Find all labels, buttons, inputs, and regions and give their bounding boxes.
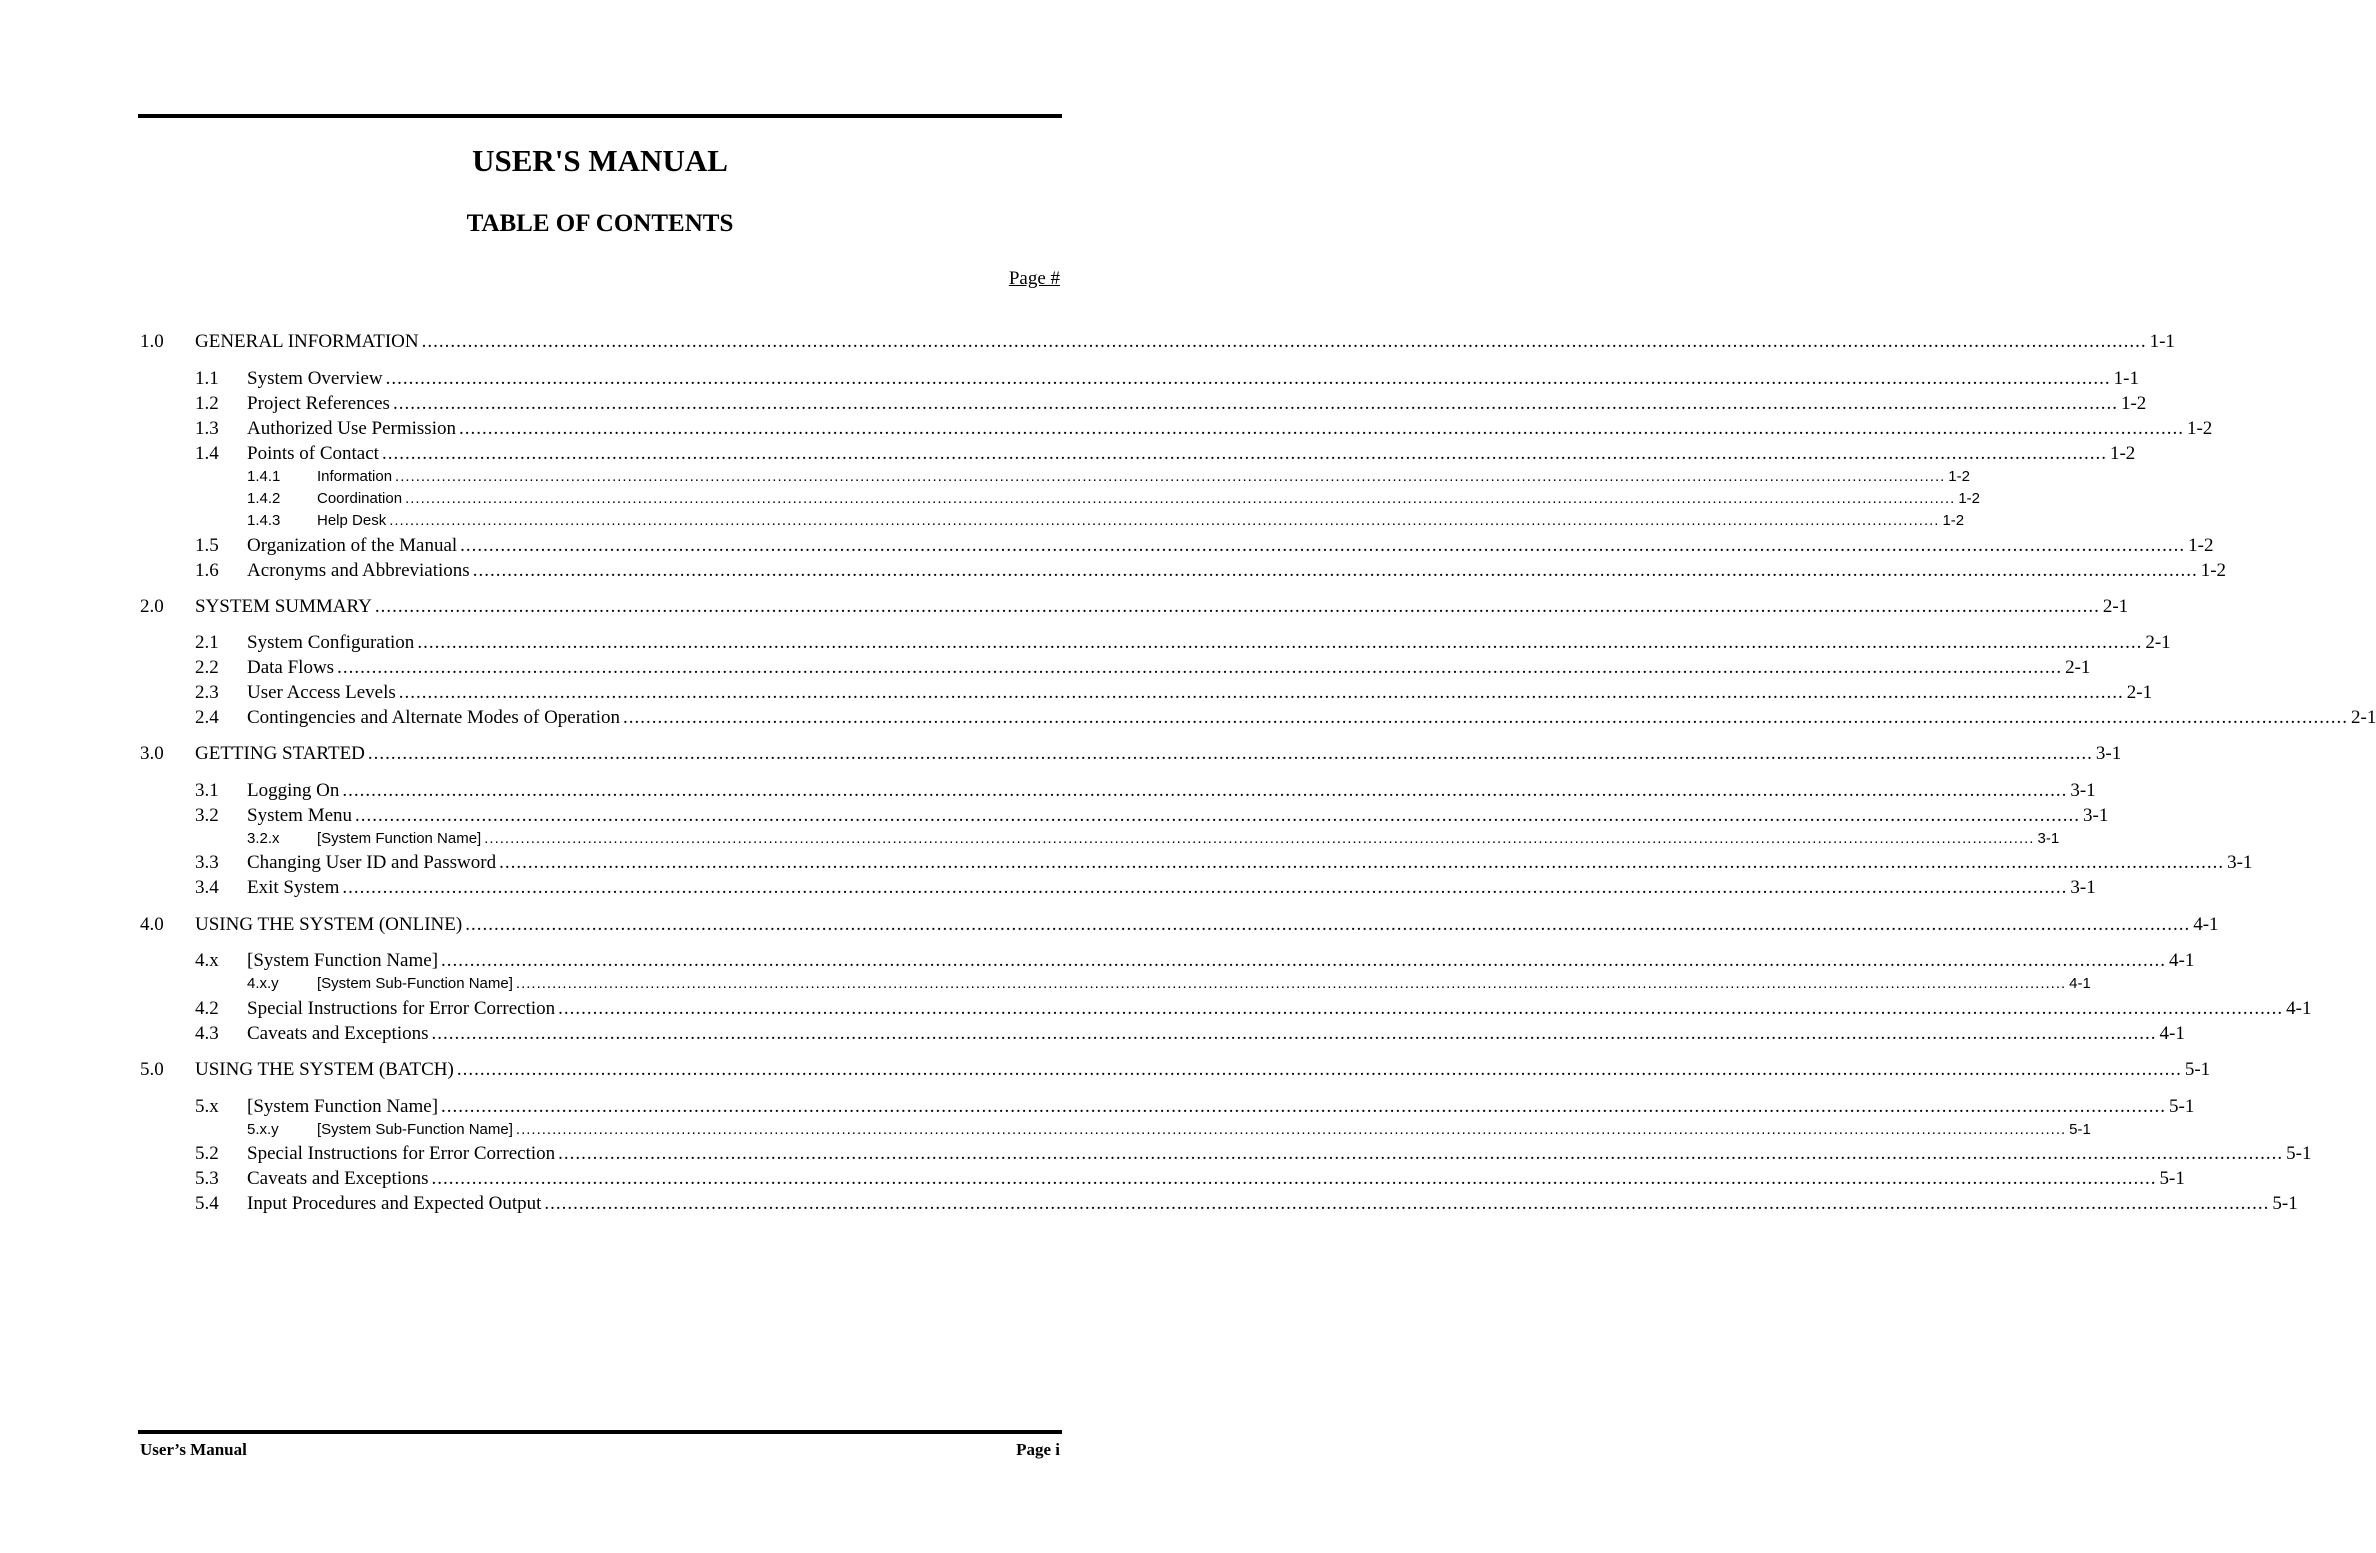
toc-entry-page: 3-1 [2227, 852, 2253, 873]
toc-entry-level-3[interactable] [247, 1121, 2091, 1138]
toc-entry-title: System Overview [247, 368, 383, 389]
toc-entry-title: Changing User ID and Password [247, 852, 497, 873]
dot-leader: ............................................................................................................................................................................................................................................................................................................ [499, 852, 2225, 873]
dot-leader: ............................................................................................................................................................................................................................................................................................................ [465, 914, 2191, 935]
toc-entry-page: 5-1 [2272, 1193, 2298, 1214]
toc-entry-page: 2-1 [2102, 596, 2129, 617]
toc-entry-number: 3.1 [195, 780, 219, 801]
dot-leader: ............................................................................................................................................................................................................................................................................................................ [337, 657, 2063, 678]
toc-entry-title: Logging On [247, 780, 340, 801]
toc-entry-number: 1.0 [140, 331, 164, 352]
toc-heading: TABLE OF CONTENTS [466, 210, 734, 237]
toc-entry-level-2[interactable] [195, 657, 2091, 679]
footer-rule [138, 1430, 1062, 1434]
toc-entry-number: 1.2 [195, 393, 219, 414]
toc-entry-level-2[interactable] [195, 780, 2096, 802]
toc-entry-title: [System Function Name] [247, 950, 439, 971]
page-column-label: Page # [1008, 268, 1060, 289]
toc-entry-page: 2-1 [2145, 632, 2171, 653]
toc-entry-page: 4-1 [2193, 914, 2219, 935]
toc-entry-level-2[interactable] [195, 877, 2096, 899]
toc-entry-page: 5-1 [2184, 1059, 2211, 1080]
dot-leader: ............................................................................................................................................................................................................................................................................................................ [395, 468, 1946, 485]
dot-leader: ............................................................................................................................................................................................................................................................................................................ [417, 632, 2143, 653]
toc-entry-level-1[interactable] [140, 331, 2175, 353]
toc-entry-number: 2.2 [195, 657, 219, 678]
toc-entry-title: GETTING STARTED [195, 743, 365, 764]
toc-entry-number: 4.0 [140, 914, 164, 935]
dot-leader: ............................................................................................................................................................................................................................................................................................................ [456, 1059, 2182, 1080]
toc-entry-level-2[interactable] [195, 443, 2136, 465]
toc-entry-level-2[interactable] [195, 1023, 2185, 1045]
toc-entry-level-3[interactable] [247, 830, 2060, 847]
toc-entry-title: USING THE SYSTEM (BATCH) [195, 1059, 454, 1080]
dot-leader: ............................................................................................................................................................................................................................................................................................................ [431, 1023, 2157, 1044]
toc-entry-level-2[interactable] [195, 1168, 2185, 1190]
toc-entry-level-2[interactable] [195, 852, 2253, 874]
toc-entry-level-2[interactable] [195, 682, 2153, 704]
dot-leader: ............................................................................................................................................................................................................................................................................................................ [558, 1143, 2284, 1164]
toc-entry-title: Exit System [247, 877, 340, 898]
toc-entry-title: Caveats and Exceptions [247, 1023, 429, 1044]
toc-entry-page: 5-1 [2286, 1143, 2312, 1164]
toc-entry-title: Authorized Use Permission [247, 418, 456, 439]
toc-entry-page: 1-2 [2188, 535, 2214, 556]
dot-leader: ............................................................................................................................................................................................................................................................................................................ [472, 560, 2198, 581]
toc-entry-number: 5.x.y [247, 1121, 279, 1138]
dot-leader: ............................................................................................................................................................................................................................................................................................................ [367, 743, 2093, 764]
toc-entry-level-3[interactable] [247, 490, 1980, 507]
toc-entry-page: 4-1 [2159, 1023, 2185, 1044]
dot-leader: ............................................................................................................................................................................................................................................................................................................ [544, 1193, 2270, 1214]
toc-entry-page: 1-1 [2149, 331, 2175, 352]
toc-entry-level-2[interactable] [195, 707, 2376, 729]
toc-entry-number: 1.4 [195, 443, 219, 464]
toc-entry-number: 5.0 [140, 1059, 164, 1080]
document-title: USER'S MANUAL [472, 143, 728, 178]
toc-entry-level-2[interactable] [195, 535, 2214, 557]
toc-entry-level-1[interactable] [140, 743, 2122, 765]
footer-document-name: User’s Manual [140, 1440, 247, 1459]
toc-entry-title: Points of Contact [247, 443, 379, 464]
dot-leader: ............................................................................................................................................................................................................................................................................................................ [405, 490, 1956, 507]
toc-entry-number: 1.3 [195, 418, 219, 439]
dot-leader: ............................................................................................................................................................................................................................................................................................................ [381, 443, 2107, 464]
toc-entry-title: Data Flows [247, 657, 335, 678]
footer-page-number: Page i [1016, 1440, 1060, 1459]
dot-leader: ............................................................................................................................................................................................................................................................................................................ [623, 707, 2349, 728]
toc-entry-page: 3-1 [2070, 780, 2096, 801]
toc-entry-number: 1.5 [195, 535, 219, 556]
toc-entry-title: [System Sub-Function Name] [317, 975, 513, 992]
toc-entry-level-2[interactable] [195, 632, 2171, 654]
toc-entry-page: 1-2 [2186, 418, 2213, 439]
toc-entry-level-2[interactable] [195, 998, 2312, 1020]
toc-entry-number: 3.2.x [247, 830, 280, 847]
dot-leader: ............................................................................................................................................................................................................................................................................................................ [431, 1168, 2157, 1189]
toc-entry-level-3[interactable] [247, 512, 1965, 529]
toc-entry-level-2[interactable] [195, 805, 2109, 827]
toc-entry-page: 1-2 [2109, 443, 2136, 464]
dot-leader: ............................................................................................................................................................................................................................................................................................................ [484, 830, 2035, 847]
toc-entry-title: [System Function Name] [317, 830, 482, 847]
toc-entry-page: 4-1 [2069, 975, 2091, 992]
toc-entry-number: 2.1 [195, 632, 219, 653]
toc-entry-level-2[interactable] [195, 393, 2147, 415]
toc-entry-page: 1-2 [2200, 560, 2227, 581]
toc-entry-page: 1-2 [1958, 490, 1980, 507]
dot-leader: ............................................................................................................................................................................................................................................................................................................ [374, 596, 2100, 617]
dot-leader: ............................................................................................................................................................................................................................................................................................................ [515, 1121, 2067, 1138]
dot-leader: ............................................................................................................................................................................................................................................................................................................ [515, 975, 2067, 992]
toc-entry-number: 3.4 [195, 877, 219, 898]
toc-entry-number: 4.3 [195, 1023, 219, 1044]
toc-entry-level-1[interactable] [140, 1059, 2211, 1081]
toc-entry-title: Project References [247, 393, 390, 414]
toc-entry-title: User Access Levels [247, 682, 396, 703]
toc-entry-page: 1-1 [2113, 368, 2139, 389]
toc-entry-page: 5-1 [2169, 1096, 2195, 1117]
toc-entry-title: Special Instructions for Error Correction [247, 998, 556, 1019]
toc-entry-page: 5-1 [2069, 1121, 2091, 1138]
toc-entry-number: 1.4.3 [247, 512, 281, 529]
toc-entry-number: 3.3 [195, 852, 219, 873]
toc-entry-title: USING THE SYSTEM (ONLINE) [195, 914, 463, 935]
toc-entry-level-2[interactable] [195, 1096, 2195, 1118]
toc-entry-level-2[interactable] [195, 368, 2139, 390]
dot-leader: ............................................................................................................................................................................................................................................................................................................ [398, 682, 2124, 703]
toc-entry-title: System Menu [247, 805, 353, 826]
toc-entry-page: 2-1 [2351, 707, 2376, 728]
toc-entry-level-1[interactable] [140, 914, 2219, 936]
toc-entry-number: 5.2 [195, 1143, 219, 1164]
toc-entry-title: SYSTEM SUMMARY [195, 596, 372, 617]
toc-entry-number: 2.4 [195, 707, 219, 728]
toc-entry-title: Acronyms and Abbreviations [247, 560, 470, 581]
toc-entry-title: Caveats and Exceptions [247, 1168, 429, 1189]
dot-leader: ............................................................................................................................................................................................................................................................................................................ [460, 535, 2186, 556]
dot-leader: ............................................................................................................................................................................................................................................................................................................ [392, 393, 2118, 414]
toc-entry-number: 4.2 [195, 998, 219, 1019]
toc-entry-number: 1.4.1 [247, 468, 281, 485]
toc-entry-number: 5.4 [195, 1193, 219, 1214]
toc-entry-title: Contingencies and Alternate Modes of Operation [247, 707, 621, 728]
toc-entry-title: Input Procedures and Expected Output [247, 1193, 542, 1214]
toc-entry-page: 3-1 [2083, 805, 2109, 826]
dot-leader: ............................................................................................................................................................................................................................................................................................................ [558, 998, 2284, 1019]
toc-entry-level-1[interactable] [140, 596, 2129, 618]
toc-entry-page: 4-1 [2286, 998, 2312, 1019]
toc-entry-number: 1.1 [195, 368, 219, 389]
toc-entry-title: Information [317, 468, 393, 485]
toc-entry-number: 1.6 [195, 560, 219, 581]
toc-entry-level-2[interactable] [195, 950, 2195, 972]
toc-entry-number: 5.x [195, 1096, 219, 1117]
toc-entry-level-2[interactable] [195, 418, 2213, 440]
toc-entry-number: 3.2 [195, 805, 219, 826]
dot-leader: ............................................................................................................................................................................................................................................................................................................ [441, 1096, 2167, 1117]
dot-leader: ............................................................................................................................................................................................................................................................................................................ [441, 950, 2167, 971]
toc-entry-number: 4.x.y [247, 975, 279, 992]
toc-entry-page: 3-1 [2095, 743, 2122, 764]
dot-leader: ............................................................................................................................................................................................................................................................................................................ [385, 368, 2111, 389]
dot-leader: ............................................................................................................................................................................................................................................................................................................ [389, 512, 1940, 529]
toc-entry-page: 2-1 [2126, 682, 2153, 703]
toc-entry-level-2[interactable] [195, 560, 2227, 582]
toc-entry-number: 2.0 [140, 596, 164, 617]
toc-entry-page: 1-2 [2120, 393, 2147, 414]
dot-leader: ............................................................................................................................................................................................................................................................................................................ [458, 418, 2184, 439]
toc-entry-number: 4.x [195, 950, 219, 971]
toc-entry-title: GENERAL INFORMATION [195, 331, 419, 352]
toc-entry-page: 2-1 [2065, 657, 2091, 678]
dot-leader: ............................................................................................................................................................................................................................................................................................................ [421, 331, 2147, 352]
toc-entry-number: 1.4.2 [247, 490, 281, 507]
toc-entry-page: 4-1 [2169, 950, 2195, 971]
dot-leader: ............................................................................................................................................................................................................................................................................................................ [342, 780, 2068, 801]
toc-entry-number: 3.0 [140, 743, 164, 764]
toc-entry-title: [System Sub-Function Name] [317, 1121, 513, 1138]
toc-entry-title: Special Instructions for Error Correction [247, 1143, 556, 1164]
toc-entry-level-3[interactable] [247, 468, 1970, 485]
toc-entry-number: 2.3 [195, 682, 219, 703]
toc-entry-level-3[interactable] [247, 975, 2091, 992]
toc-entry-page: 3-1 [2037, 830, 2060, 847]
toc-entry-title: [System Function Name] [247, 1096, 439, 1117]
toc-entry-title: System Configuration [247, 632, 415, 653]
toc-entry-level-2[interactable] [195, 1193, 2298, 1215]
toc-entry-page: 1-2 [1942, 512, 1965, 529]
toc-entry-page: 5-1 [2159, 1168, 2185, 1189]
toc-entry-page: 3-1 [2070, 877, 2096, 898]
toc-entry-title: Help Desk [317, 512, 387, 529]
dot-leader: ............................................................................................................................................................................................................................................................................................................ [355, 805, 2081, 826]
toc-entry-number: 5.3 [195, 1168, 219, 1189]
toc-entry-title: Coordination [317, 490, 403, 507]
toc-entry-level-2[interactable] [195, 1143, 2312, 1165]
toc-entry-title: Organization of the Manual [247, 535, 458, 556]
dot-leader: ............................................................................................................................................................................................................................................................................................................ [342, 877, 2068, 898]
header-rule [138, 114, 1062, 118]
toc-entry-page: 1-2 [1948, 468, 1970, 485]
